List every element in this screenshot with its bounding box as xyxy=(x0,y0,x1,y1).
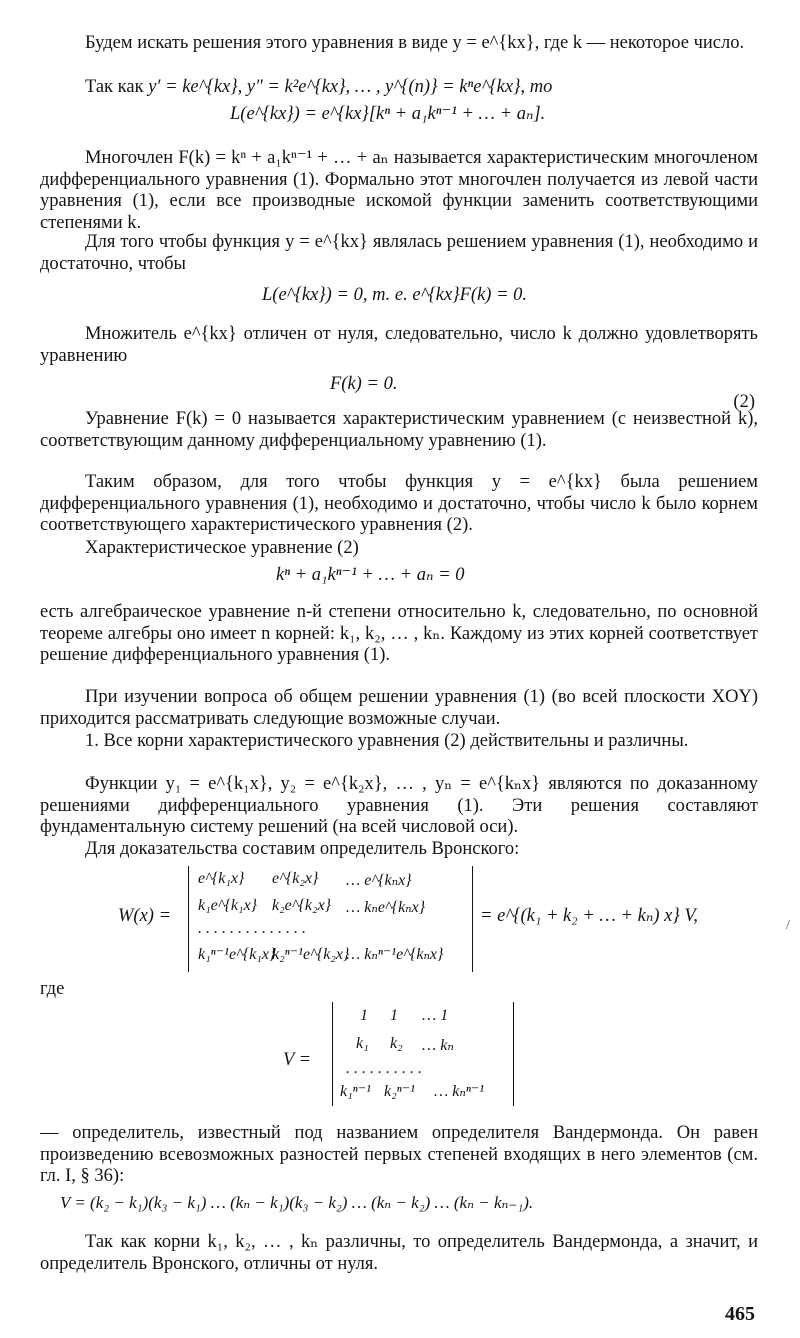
equation-2-number: (2) xyxy=(733,391,755,412)
paragraph-condition: Для того чтобы функция y = e^{kx} являлась решением уравнения (1), необходимо и достаточно, чтобы xyxy=(40,232,758,274)
equation-condition: L(e^{kx}) = 0, т. е. e^{kx}F(k) = 0. xyxy=(262,285,528,305)
vandermonde-cell: k₂ⁿ⁻¹ xyxy=(384,1083,415,1100)
wronskian-row xyxy=(198,944,444,964)
paragraph-functions: Функции y₁ = e^{k₁x}, y₂ = e^{k₂x}, … , yₙ = e^{kₙx} являются по доказанному решениями дифференциального уравнения (1). Эти решения составляют фундаментальную систему решений (на всей числовой оси). xyxy=(40,774,758,837)
vandermonde-row xyxy=(356,1035,454,1054)
wronskian-cell: e^{k₁x} xyxy=(198,870,245,887)
equation-2: F(k) = 0. xyxy=(330,374,398,394)
vandermonde-row xyxy=(340,1081,485,1101)
vandermonde-cell: k₂ xyxy=(390,1035,403,1052)
wronskian-lhs: W(x) = xyxy=(118,906,172,926)
wronskian-cell: k₁e^{k₁x} xyxy=(198,897,258,914)
wronskian-cell: k₁ⁿ⁻¹e^{k₁x} xyxy=(198,946,276,963)
paragraph-conclusion: Так как корни k₁, k₂, … , kₙ различны, то определитель Вандермонда, а значит, и определитель Вронского, отличны от нуля. xyxy=(40,1232,758,1274)
vandermonde-dots-row xyxy=(346,1060,422,1078)
wronskian-right-bar xyxy=(472,866,473,972)
wronskian-cell: k₂e^{k₂x} xyxy=(272,897,332,914)
equation-L: L(e^{kx}) = e^{kx}[kⁿ + a₁kⁿ⁻¹ + … + aₙ]. xyxy=(230,104,546,124)
equation-vandermonde-product: V = (k₂ − k₁)(k₃ − k₁) … (kₙ − k₁)(k₃ − k₂) … (kₙ − k₂) … (kₙ − kₙ₋₁). xyxy=(60,1193,534,1212)
vandermonde-cell: … kₙ xyxy=(422,1037,454,1054)
wronskian-cell: . . . . . . . . . . . . . . xyxy=(198,920,306,937)
vandermonde-cell: … kₙⁿ⁻¹ xyxy=(434,1083,485,1100)
paragraph-thus: Таким образом, для того чтобы функция y = e^{kx} была решением дифференциального уравнения (1), необходимо и достаточно, чтобы число k было корнем соответствующего характеристического уравнения (2). xyxy=(40,472,758,535)
wronskian-rhs: = e^{(k₁ + k₂ + … + kₙ) x} V, xyxy=(480,906,698,926)
paragraph-cases: При изучении вопроса об общем решении уравнения (1) (во всей плоскости XOY) приходится рассматривать следующие возможные случаи. xyxy=(40,687,758,729)
paragraph-char-eq-intro: Характеристическое уравнение (2) xyxy=(85,538,359,558)
vandermonde-cell: k₁ⁿ⁻¹ xyxy=(340,1083,371,1100)
equation-characteristic: kⁿ + a₁kⁿ⁻¹ + … + aₙ = 0 xyxy=(276,565,465,585)
where-label: где xyxy=(40,979,65,999)
wronskian-cell: … e^{kₙx} xyxy=(346,872,412,889)
page-number: 465 xyxy=(725,1303,755,1325)
derivatives-intro: Так как xyxy=(85,77,144,97)
paragraph-wronskian-intro: Для доказательства составим определитель Вронского: xyxy=(85,839,520,859)
wronskian-row xyxy=(198,897,426,916)
wronskian-cell: … kₙⁿ⁻¹e^{kₙx} xyxy=(346,946,444,963)
paragraph-algebraic: есть алгебраическое уравнение n-й степени относительно k, следовательно, по основной теореме алгебры оно имеет n корней: k₁, k₂, … , kₙ. Каждому из этих корней соответствует решение дифференциального уравнения (1). xyxy=(40,602,758,665)
wronskian-dots-row xyxy=(198,920,306,938)
paragraph-multiplier: Множитель e^{kx} отличен от нуля, следовательно, число k должно удовлетворять уравнению xyxy=(40,324,758,366)
paragraph-vandermonde: — определитель, известный под названием определителя Вандермонда. Он равен произведению всевозможных разностей первых степеней входящих в него элементов (см. гл. I, § 36): xyxy=(40,1123,758,1186)
paragraph-case-1: 1. Все корни характеристического уравнения (2) действительны и различны. xyxy=(85,731,689,751)
derivatives-line xyxy=(85,76,552,98)
vandermonde-right-bar xyxy=(513,1002,514,1106)
derivatives-formula: y′ = ke^{kx}, y″ = k²e^{kx}, … , y^{(n)} = kⁿe^{kx}, то xyxy=(148,77,553,97)
vandermonde-cell: . . . . . . . . . . xyxy=(346,1060,422,1077)
vandermonde-left-bar xyxy=(332,1002,333,1106)
margin-mark: / xyxy=(786,918,790,933)
wronskian-left-bar xyxy=(188,866,189,972)
paragraph-characteristic-equation: Уравнение F(k) = 0 называется характеристическим уравнением (с неизвестной k), соответствующим данному дифференциальному уравнению (1). xyxy=(40,409,758,451)
vandermonde-cell: 1 xyxy=(390,1007,398,1024)
wronskian-cell: e^{k₂x} xyxy=(272,870,319,887)
wronskian-row xyxy=(198,870,412,889)
vandermonde-cell: … 1 xyxy=(422,1007,449,1024)
vandermonde-cell: k₁ xyxy=(356,1035,369,1052)
vandermonde-lhs: V = xyxy=(283,1050,312,1070)
vandermonde-row xyxy=(360,1007,449,1025)
paragraph-intro: Будем искать решения этого уравнения в виде y = e^{kx}, где k — некоторое число. xyxy=(85,33,745,53)
wronskian-cell: k₂ⁿ⁻¹e^{k₂x} xyxy=(272,946,350,963)
paragraph-characteristic-polynomial: Многочлен F(k) = kⁿ + a₁kⁿ⁻¹ + … + aₙ называется характеристическим многочленом дифференциального уравнения (1). Формально этот многочлен получается из левой части уравнения (1), если все производные искомой функции заменить соответствующими степенями k. xyxy=(40,148,758,233)
wronskian-cell: … kₙe^{kₙx} xyxy=(346,899,426,916)
vandermonde-cell: 1 xyxy=(360,1007,368,1024)
